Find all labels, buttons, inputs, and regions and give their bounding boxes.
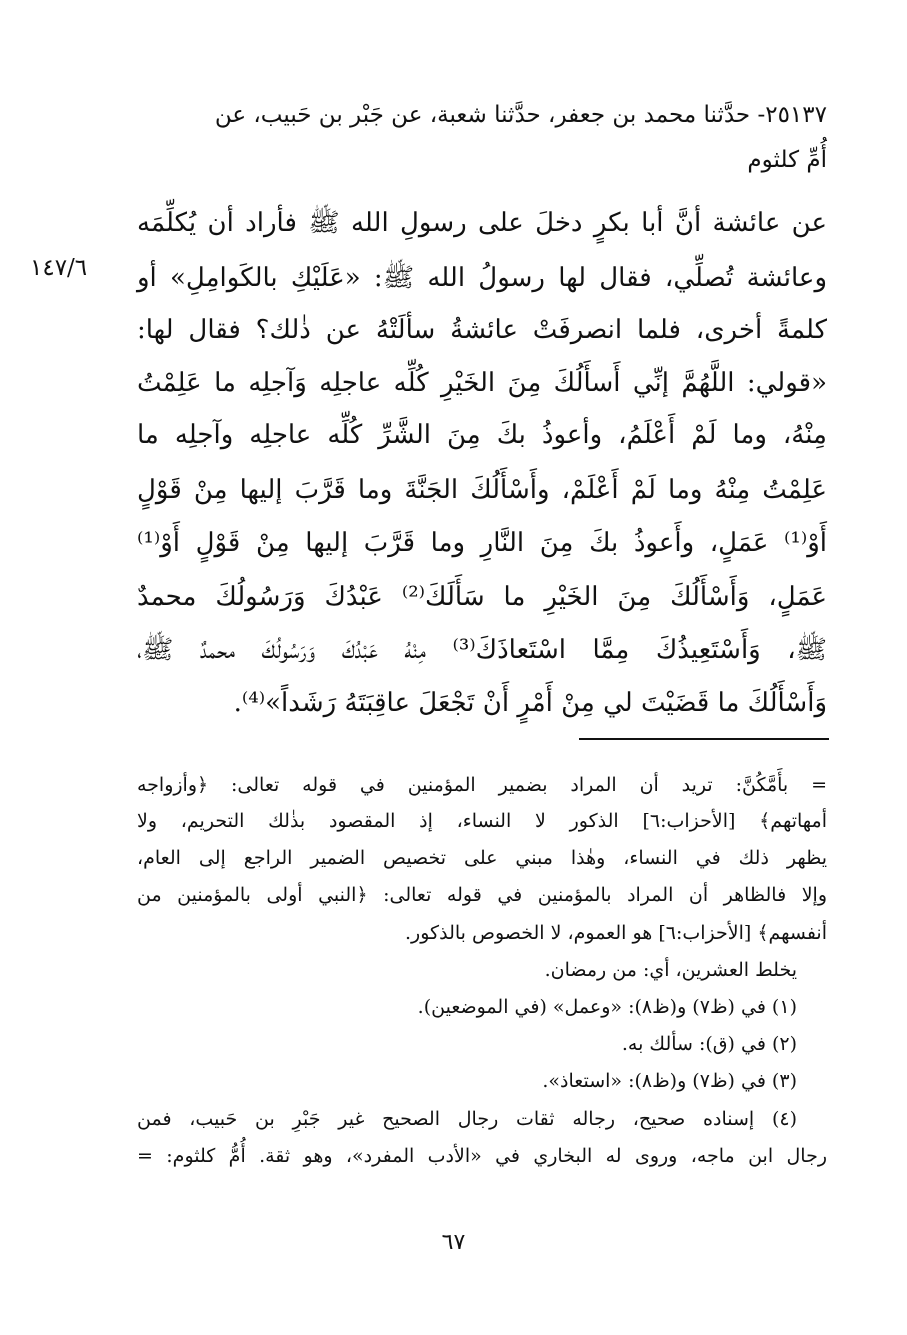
footnote-line: أمهاتهم﴾ [الأحزاب:٦] الذكور لا النساء، إذ المقصود بذٰلك التحريم، ولا (137, 810, 827, 832)
body-line: عن عائشة أنَّ أبا بكرٍ دخلَ على رسولِ الله ﷺ فأراد أن يُكلِّمَه (137, 208, 827, 238)
footnote-line: = بأَمَّكُنَّ: تريد أن المراد بضمير المؤمنين في قوله تعالى: ﴿وأزواجه (137, 774, 827, 796)
body-line: كلمةً أخرى، فلما انصرفَتْ عائشةُ سألَتْهُ عن ذٰلك؟ فقال لها: (137, 315, 827, 345)
footnote-entry-2: (٢) في (ق): سألك به. (621, 1033, 797, 1055)
page-number: ٦٧ (441, 1230, 466, 1255)
footnote-line: يظهر ذلك في النساء، وهٰذا مبني على تخصيص الضمير الراجع إلى العام، (137, 847, 827, 869)
body-line: مِنْهُ، وما لَمْ أَعْلَمُ، وأعوذُ بكَ مِنَ الشَّرِّ كُلِّه عاجلِه وآجلِه ما (137, 420, 827, 450)
footnote-entry-1: (١) في (ظ٧) و(ظ٨): «وعمل» (في الموضعين). (417, 996, 797, 1018)
footnote-entry-3: (٣) في (ظ٧) و(ظ٨): «استعاذ». (542, 1070, 797, 1092)
footnote-entry-4: (٤) إسناده صحيح، رجاله ثقات رجال الصحيح غير جَبْرِ بن حَبيب، فمن (137, 1108, 797, 1130)
body-line: عَمَلٍ، وَأَسْأَلُكَ مِنَ الخَيْرِ ما سَأَلَكَ⁽²⁾ عَبْدُكَ وَرَسُولُكَ محمدٌ (137, 582, 827, 612)
footnote-entry-4-continued: رجال ابن ماجه، وروى له البخاري في «الأدب المفرد»، وهو ثقة. أُمُّ كلثوم: = (137, 1145, 827, 1167)
hadith-header-line-2: أُمِّ كلثوم (747, 147, 827, 173)
footnote-line: وإلا فالظاهر أن المراد بالمؤمنين في قوله تعالى: ﴿النبي أولى بالمؤمنين من (137, 884, 827, 906)
footnote-line: يخلط العشرين، أي: من رمضان. (544, 959, 797, 981)
body-line: وَأَسْأَلُكَ ما قَضَيْتَ لي مِنْ أَمْرٍ أَنْ تَجْعَلَ عاقِبَتَهُ رَشَداً»⁽⁴⁾. (233, 688, 827, 718)
body-line: أَوْ⁽¹⁾ عَمَلٍ، وأَعوذُ بكَ مِنَ النَّارِ وما قَرَّبَ إليها مِنْ قَوْلٍ أَوْ⁽¹⁾ (137, 528, 827, 558)
hadith-header-line-1: ٢٥١٣٧- حدَّثنا محمد بن جعفر، حدَّثنا شعبة، عن جَبْر بن حَبيب، عن (214, 102, 827, 128)
footnote-divider (579, 738, 829, 740)
body-line: وعائشة تُصلِّي، فقال لها رسولُ الله ﷺ: «عَلَيْكِ بالكَوامِلِ» أو (137, 263, 827, 293)
body-line: «قولي: اللَّهُمَّ إنِّي أَسأَلُكَ مِنَ الخَيْرِ كُلِّه عاجلِه وَآجلِه ما عَلِمْتُ (137, 368, 827, 398)
body-line: ﷺ، وَأَسْتَعِيذُكَ مِمَّا اسْتَعاذَكَ⁽³⁾ مِنْهُ عَبْدُكَ وَرَسُولُكَ محمدٌ ﷺ، (137, 635, 827, 665)
body-line: عَلِمْتُ مِنْهُ وما لَمْ أَعْلَمْ، وأَسْأَلُكَ الجَنَّةَ وما قَرَّبَ إليها مِنْ قَوْلٍ (137, 475, 827, 505)
margin-reference: ١٤٧/٦ (30, 255, 88, 281)
footnote-line: أنفسهم﴾ [الأحزاب:٦] هو العموم، لا الخصوص بالذكور. (405, 922, 827, 944)
